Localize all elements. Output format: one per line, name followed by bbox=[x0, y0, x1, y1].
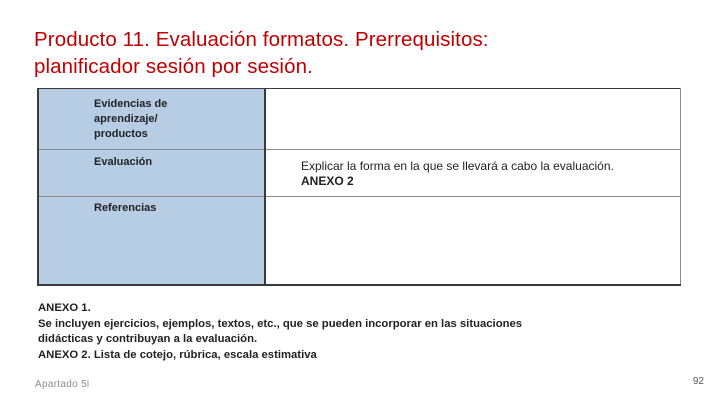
annex-note-3: didácticas y contribuyan a la evaluación. bbox=[38, 333, 258, 345]
evaluacion-annex-ref: ANEXO 2 bbox=[301, 174, 354, 188]
label-evidencias-line-1: Evidencias de bbox=[94, 98, 168, 110]
value-cell-referencias[interactable] bbox=[265, 197, 681, 285]
value-cell-evaluacion[interactable] bbox=[265, 150, 681, 197]
value-cell-evidencias[interactable] bbox=[265, 89, 681, 150]
annex-notes bbox=[38, 301, 678, 363]
annex-note-2: Se incluyen ejercicios, ejemplos, textos, etc., que se pueden incorporar en las situaciones bbox=[38, 317, 523, 330]
table-row-evidencias bbox=[38, 89, 681, 150]
slide-title bbox=[34, 26, 694, 80]
page-number: 92 bbox=[692, 376, 704, 387]
label-cell-evaluacion bbox=[38, 150, 265, 197]
label-evidencias-line-3: productos bbox=[94, 128, 148, 140]
planner-table bbox=[37, 88, 681, 286]
annex-note-4: ANEXO 2. Lista de cotejo, rúbrica, escala estimativa bbox=[38, 348, 317, 361]
table-row-evaluacion bbox=[38, 150, 681, 197]
label-cell-referencias bbox=[38, 197, 265, 285]
annex-note-1: ANEXO 1. bbox=[38, 302, 91, 314]
label-referencias: Referencias bbox=[94, 202, 157, 214]
table-row-referencias bbox=[38, 197, 681, 285]
label-cell-evidencias bbox=[38, 89, 265, 150]
title-line-1: Producto 11. Evaluación formatos. Prerrequisitos: bbox=[34, 28, 489, 51]
label-evidencias-line-2: aprendizaje/ bbox=[94, 113, 158, 125]
footer-section-label: Apartado 5i bbox=[35, 379, 90, 390]
evaluacion-description: Explicar la forma en la que se llevará a cabo la evaluación. bbox=[301, 159, 614, 173]
title-line-2: planificador sesión por sesión. bbox=[34, 55, 313, 78]
label-evaluacion: Evaluación bbox=[94, 156, 153, 168]
